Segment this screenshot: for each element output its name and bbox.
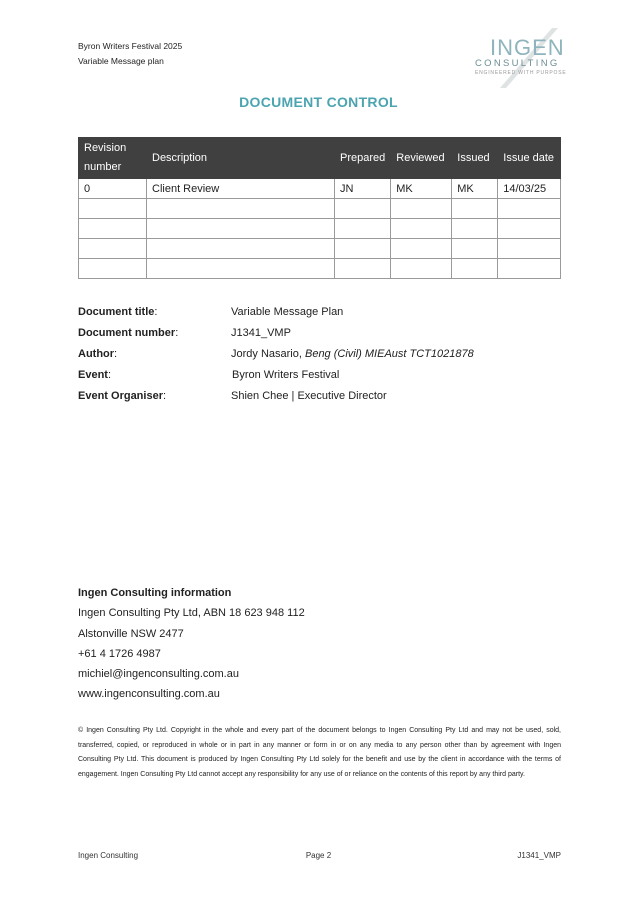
- company-logo: [470, 26, 570, 90]
- cell-issued: [452, 259, 498, 279]
- logo-subtitle: CONSULTING: [475, 58, 560, 69]
- cell-revision: [79, 199, 147, 219]
- company-email[interactable]: michiel@ingenconsulting.com.au: [78, 668, 239, 680]
- document-title-label: Document title: [78, 306, 155, 318]
- cell-reviewed: [391, 239, 452, 259]
- cell-reviewed: [391, 259, 452, 279]
- table-row: [79, 259, 561, 279]
- col-issue-date: Issue date: [498, 138, 561, 179]
- company-phone: +61 4 1726 4987: [78, 648, 161, 660]
- col-issued: Issued: [452, 138, 498, 179]
- cell-description: [147, 219, 335, 239]
- author-name: Jordy Nasario,: [231, 348, 305, 360]
- logo-tagline: ENGINEERED WITH PURPOSE: [475, 70, 567, 76]
- table-row: [79, 239, 561, 259]
- cell-issue-date: [498, 259, 561, 279]
- company-location: Alstonville NSW 2477: [78, 628, 184, 640]
- footer-document-code: J1341_VMP: [517, 851, 561, 860]
- cell-reviewed: [391, 219, 452, 239]
- cell-prepared: [335, 239, 391, 259]
- col-description: Description: [147, 138, 335, 179]
- cell-revision: [79, 219, 147, 239]
- cell-description: Client Review: [147, 179, 335, 199]
- cell-issue-date: [498, 239, 561, 259]
- cell-description: [147, 199, 335, 219]
- cell-issue-date: [498, 219, 561, 239]
- cell-description: [147, 259, 335, 279]
- col-prepared: Prepared: [335, 138, 391, 179]
- cell-prepared: [335, 219, 391, 239]
- col-reviewed: Reviewed: [391, 138, 452, 179]
- cell-reviewed: MK: [391, 179, 452, 199]
- logo-word: INGEN: [490, 35, 565, 60]
- author-label: Author: [78, 348, 115, 360]
- table-row: [79, 179, 561, 199]
- cell-issue-date: [498, 199, 561, 219]
- cell-prepared: [335, 199, 391, 219]
- cell-prepared: [335, 259, 391, 279]
- table-header-row: [79, 138, 561, 179]
- author-value: [231, 348, 474, 360]
- table-row: [79, 219, 561, 239]
- cell-issued: [452, 219, 498, 239]
- copyright-notice: © Ingen Consulting Pty Ltd. Copyright in the whole and every part of the document belongs to Ingen Consulting Pty Ltd and may not be used, sold, transferred, copied, or reproduced in whole or in part in any manner or form in or on any media to any person other than by agreement with Ingen Consulting Pty Ltd. This document is produced by Ingen Consulting Pty Ltd solely for the benefit and use by the client in accordance with the terms of engagement. Ingen Consulting Pty Ltd cannot accept any responsibility for any use of or reliance on the contents of this report by any third party.: [78, 727, 561, 778]
- col-revision-number: Revision number: [79, 138, 147, 179]
- event-label: Event: [78, 369, 108, 381]
- cell-issue-date: 14/03/25: [498, 179, 561, 199]
- table-row: [79, 199, 561, 219]
- footer-company: Ingen Consulting: [78, 851, 139, 860]
- document-title-value: Variable Message Plan: [231, 306, 344, 318]
- cell-prepared: JN: [335, 179, 391, 199]
- cell-revision: [79, 259, 147, 279]
- cell-issued: [452, 199, 498, 219]
- company-entity: Ingen Consulting Pty Ltd, ABN 18 623 948 112: [78, 607, 305, 619]
- company-website[interactable]: www.ingenconsulting.com.au: [78, 688, 220, 700]
- header-plan-name: Variable Message plan: [78, 56, 164, 66]
- cell-issued: MK: [452, 179, 498, 199]
- cell-description: [147, 239, 335, 259]
- header-festival: Byron Writers Festival 2025: [78, 41, 183, 51]
- document-number-label: Document number: [78, 327, 176, 339]
- author-credentials: Beng (Civil) MIEAust TCT1021878: [304, 348, 474, 360]
- document-number-value: J1341_VMP: [231, 327, 291, 339]
- event-value: Byron Writers Festival: [232, 369, 340, 381]
- company-info-heading: Ingen Consulting information: [78, 587, 232, 599]
- page-title: DOCUMENT CONTROL: [239, 94, 398, 110]
- cell-revision: 0: [79, 179, 147, 199]
- cell-reviewed: [391, 199, 452, 219]
- footer-page-number: Page 2: [305, 851, 332, 860]
- event-organiser-label: Event Organiser: [78, 390, 163, 402]
- document-page: Byron Writers Festival 2025 Variable Message plan INGEN CONSULTING ENGINEERED WITH PURPOSE DOCUMENT CONTROL Revision number Description Prepared Reviewed Issued Issue date 0 Client Review JN MK MK 14/03/25 Document title: Variable Message Plan Document number: J1341_VMP Author: Jordy Nasario, Beng (Civil) MIEAust TCT1021878 Event: Byron Writers Festival Event Organiser: Shien Chee | Executive Director Ingen Consulting information Ingen Consulting Pty Ltd, ABN 18 623 948 112 Alstonville NSW 2477 +61 4 1726 4987 michiel@ingenconsulting.com.au www.ingenconsulting.com.au © Ingen Consulting Pty Ltd. Copyright in the whole and every part of the document belongs to Ingen Consulting Pty Ltd and may not be used, sold, transferred, copied, or reproduced in whole or in part in any manner or form in or on any media to any person other than by agreement with Ingen Consulting Pty Ltd. This document is produced by Ingen Consulting Pty Ltd solely for the benefit and use by the client in accordance with the terms of engagement. Ingen Consulting Pty Ltd cannot accept any responsibility for any use of or reliance on the contents of this report by any third party. Ingen Consulting Page 2 J1341_VMP: [0, 0, 637, 901]
- revision-table: [78, 137, 561, 279]
- event-organiser-value: Shien Chee | Executive Director: [231, 390, 387, 402]
- cell-revision: [79, 239, 147, 259]
- cell-issued: [452, 239, 498, 259]
